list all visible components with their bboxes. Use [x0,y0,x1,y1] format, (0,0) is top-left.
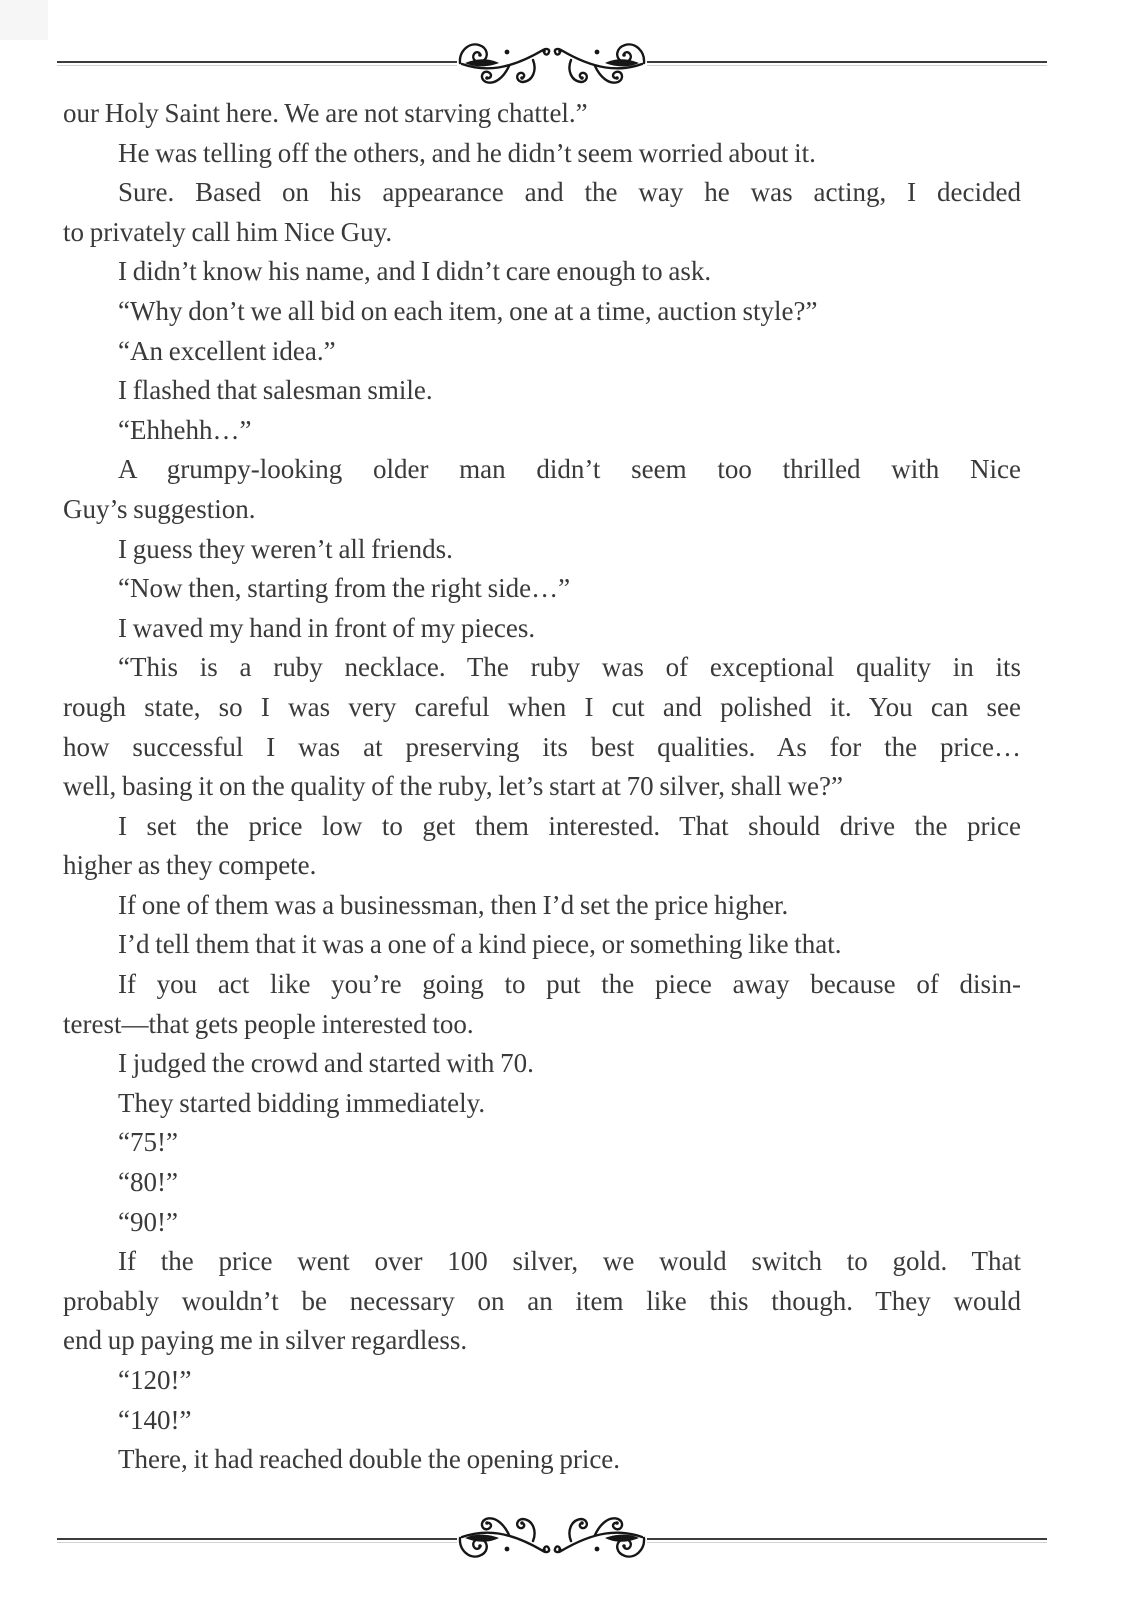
text-line: If one of them was a businessman, then I’d set the price higher. [118,889,789,920]
text-line: “120!” [118,1365,192,1395]
text-line: “Now then, starting from the right side…” [118,573,571,604]
bottom-divider [57,1516,1047,1580]
text-line: Guy’s suggestion. [63,493,256,524]
text-line: higher as they compete. [63,850,317,881]
divider-rule-left [57,61,457,63]
text-line: “An excellent idea.” [118,335,336,366]
text-line: “Why don’t we all bid on each item, one at a time, auction style?” [118,295,818,326]
text-line: I set the price low to get them interested. That should drive the price [118,810,1021,841]
divider-rule-right [647,61,1047,63]
text-line: “90!” [118,1206,178,1237]
swirl-flourish-icon [457,1498,647,1562]
text-line: terest—that gets people interested too. [63,1008,474,1039]
text-line: I didn’t know his name, and I didn’t care enough to ask. [118,256,712,287]
text-line: how successful I was at preserving its best qualities. As for the price… [63,731,1021,762]
text-line: I guess they weren’t all friends. [118,533,453,564]
text-line: end up paying me in silver regardless. [63,1325,468,1356]
text-line: There, it had reached double the opening price. [118,1444,621,1475]
text-line: He was telling off the others, and he didn’t seem worried about it. [118,137,816,168]
page-text [63,94,1021,1480]
text-line: If you act like you’re going to put the piece away because of disin- [118,969,1021,1000]
text-line: A grumpy-looking older man didn’t seem too thrilled with Nice [118,454,1021,485]
scan-artifact [0,0,48,40]
text-line: They started bidding immediately. [118,1087,486,1118]
divider-rule-left [57,1538,457,1540]
text-line: well, basing it on the quality of the ruby, let’s start at 70 silver, shall we?” [63,771,843,802]
text-line: “140!” [118,1404,192,1435]
text-line: I flashed that salesman smile. [118,375,433,406]
text-line: to privately call him Nice Guy. [63,216,393,247]
text-line: I judged the crowd and started with 70. [118,1048,534,1079]
text-line: probably wouldn’t be necessary on an item like this though. They would [63,1285,1021,1316]
text-line: Sure. Based on his appearance and the way he was acting, I decided [118,177,1021,208]
text-line: I waved my hand in front of my pieces. [118,612,536,643]
text-line: “75!” [118,1127,178,1158]
text-line: rough state, so I was very careful when I cut and polished it. You can see [63,691,1021,722]
divider-rule-right [647,1538,1047,1540]
text-line: our Holy Saint here. We are not starving chattel.” [63,98,588,128]
text-line: “Ehhehh…” [118,414,252,445]
text-line: “80!” [118,1167,178,1198]
text-line: “This is a ruby necklace. The ruby was of exceptional quality in its [118,652,1021,683]
text-line: If the price went over 100 silver, we would switch to gold. That [118,1246,1021,1277]
text-line: I’d tell them that it was a one of a kind piece, or something like that. [118,929,842,960]
